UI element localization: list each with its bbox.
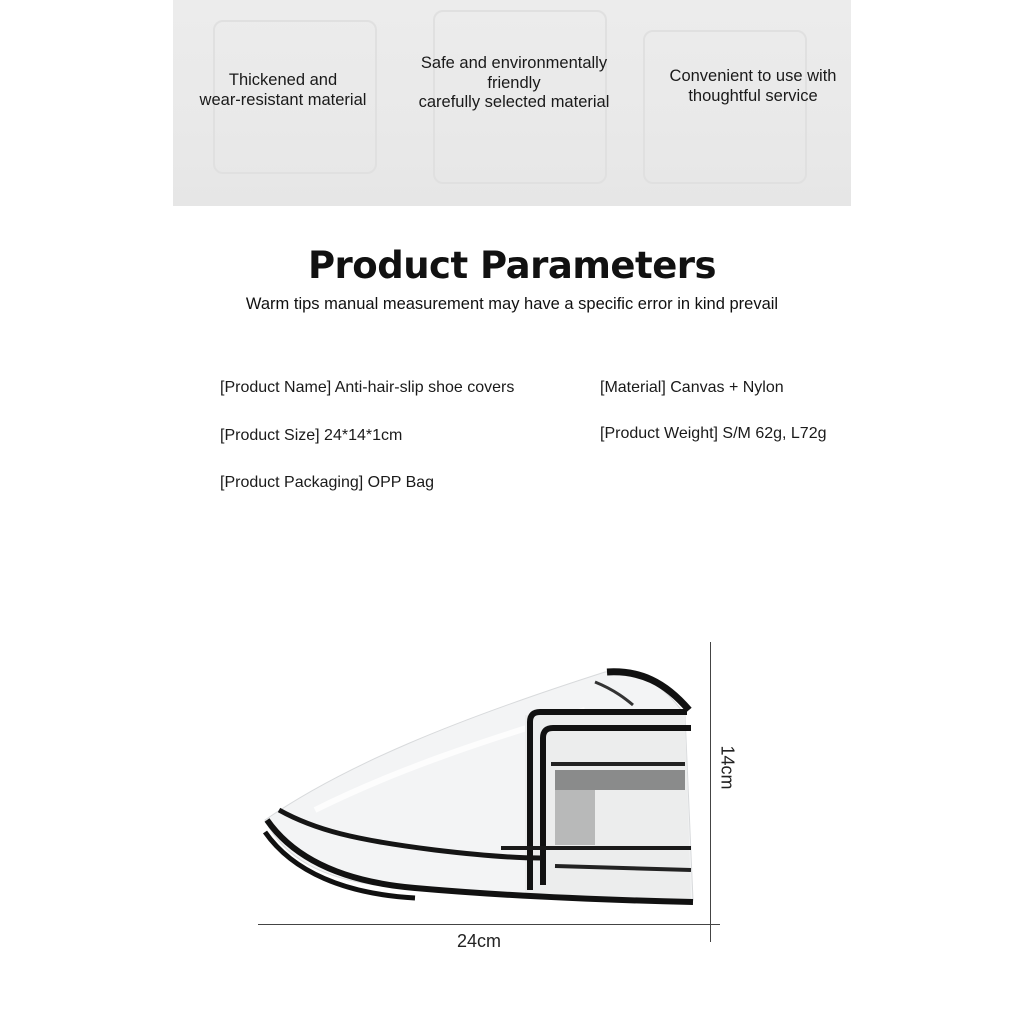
feature-line: Thickened and — [228, 71, 338, 89]
width-dimension-label: 24cm — [457, 931, 502, 951]
param-product-weight: [Product Weight] S/M 62g, L72g — [600, 425, 827, 442]
param-product-name: [Product Name] Anti-hair-slip shoe covers — [220, 379, 515, 396]
feature-line: wear-resistant material — [199, 90, 367, 109]
section-title: Product Parameters — [307, 244, 717, 287]
feature-banner — [173, 0, 851, 206]
param-product-size: [Product Size] 24*14*1cm — [220, 427, 403, 444]
height-dimension-line — [710, 642, 711, 942]
banner-background-shape — [643, 30, 807, 184]
param-material: [Material] Canvas + Nylon — [600, 379, 784, 396]
section-subtitle: Warm tips manual measurement may have a specific error in kind prevail — [245, 295, 779, 313]
height-dimension-label: 14cm — [717, 745, 738, 790]
param-product-packaging: [Product Packaging] OPP Bag — [220, 474, 435, 491]
feature-line: friendly — [487, 73, 541, 92]
feature-line: Convenient to use with — [669, 67, 837, 85]
feature-line: carefully selected material — [418, 93, 610, 111]
feature-line: Safe and environmentally — [420, 54, 608, 72]
feature-convenient — [655, 67, 851, 106]
feature-thickened — [188, 71, 378, 110]
feature-line: thoughtful service — [688, 86, 818, 105]
feature-safe — [409, 54, 619, 113]
shoe-cover-image — [255, 660, 705, 910]
width-dimension-line — [258, 924, 720, 925]
